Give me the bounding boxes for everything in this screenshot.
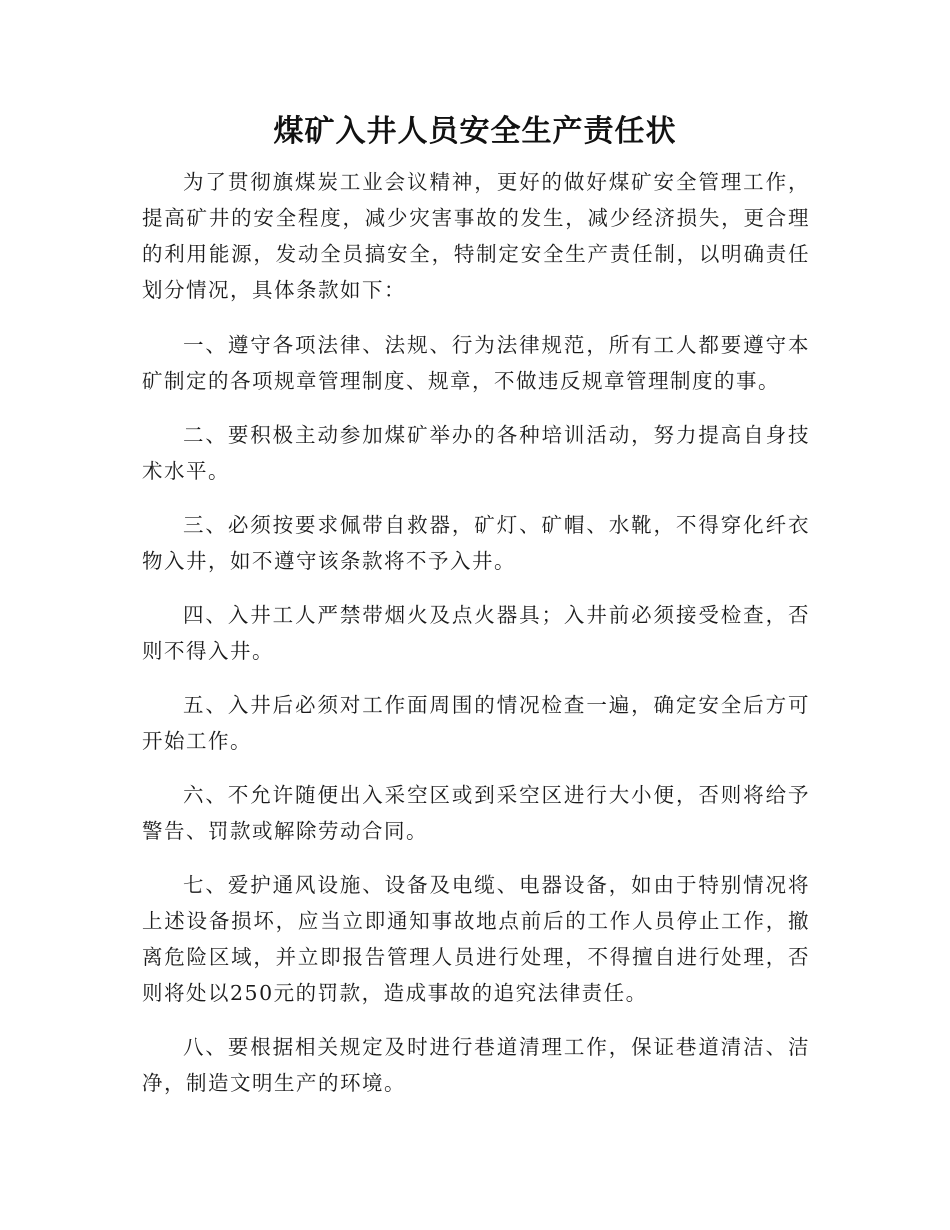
- paragraph-text: 三、必须按要求佩带自救器，矿灯、矿帽、水靴，不得穿化纤衣物入井，如不遵守该条款将不予入井。: [142, 513, 810, 573]
- paragraph-text: 为了贯彻旗煤炭工业会议精神，更好的做好煤矿安全管理工作，提高矿井的安全程度，减少灾害事故的发生，减少经济损失，更合理的利用能源，发动全员搞安全，特制定安全生产责任制，以明确责任划分情况，具体条款如下：: [142, 170, 810, 302]
- intro-paragraph: [142, 164, 810, 308]
- clause-8-paragraph: [142, 1029, 810, 1101]
- paragraph-text: 二、要积极主动参加煤矿举办的各种培训活动，努力提高自身技术水平。: [142, 423, 810, 483]
- paragraph-text: 八、要根据相关规定及时进行巷道清理工作，保证巷道清洁、洁净，制造文明生产的环境。: [142, 1035, 810, 1095]
- clause-3-paragraph: [142, 507, 810, 579]
- paragraph-text: 七、爱护通风设施、设备及电缆、电器设备，如由于特别情况将上述设备损坏，应当立即通知事故地点前后的工作人员停止工作，撤离危险区域，并立即报告管理人员进行处理，不得擅自进行处理，否则将处以250元的罚款，造成事故的追究法律责任。: [142, 873, 810, 1005]
- clause-5-paragraph: [142, 687, 810, 759]
- paragraph-text: 五、入井后必须对工作面周围的情况检查一遍，确定安全后方可开始工作。: [142, 693, 810, 753]
- document-title: 煤矿入井人员安全生产责任状: [273, 114, 677, 149]
- clause-6-paragraph: [142, 777, 810, 849]
- paragraph-text: 一、遵守各项法律、法规、行为法律规范，所有工人都要遵守本矿制定的各项规章管理制度、规章，不做违反规章管理制度的事。: [142, 333, 810, 393]
- clause-7-paragraph: [142, 867, 810, 1011]
- paragraph-text: 四、入井工人严禁带烟火及点火器具；入井前必须接受检查，否则不得入井。: [142, 603, 810, 663]
- paragraph-text: 六、不允许随便出入采空区或到采空区进行大小便，否则将给予警告、罚款或解除劳动合同。: [142, 783, 810, 843]
- clause-4-paragraph: [142, 597, 810, 669]
- clause-2-paragraph: [142, 417, 810, 489]
- clause-1-paragraph: [142, 327, 810, 399]
